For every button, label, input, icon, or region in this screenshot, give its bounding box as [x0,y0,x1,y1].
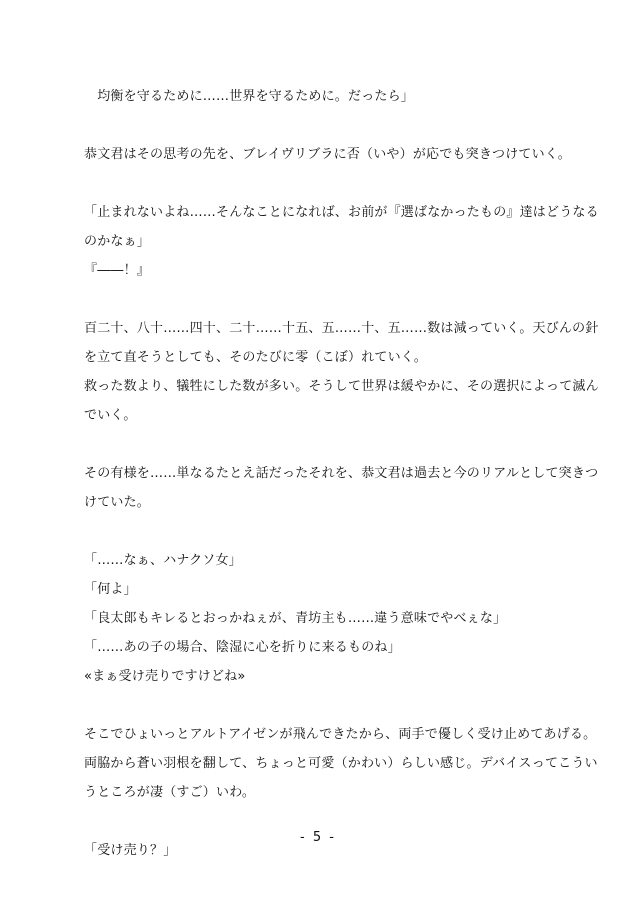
text-line: を立て直そうとしても、そのたびに零（こぼ）れていく。 [84,350,427,365]
paragraph-gap [84,517,564,546]
text-line: «まぁ受け売りですけどね» [84,669,246,684]
paragraph-gap [84,169,564,198]
text-line: 『――！』 [84,263,151,278]
text-line: けていた。 [84,495,151,510]
text-line: 均衡を守るために……世界を守るために。だったら」 [84,89,415,104]
paragraph [84,140,571,169]
text-line: 両脇から蒼い羽根を翻して、ちょっと可愛（かわい）らしい感じ。デバイスってこうい [84,756,598,771]
text-line: 「……なぁ、ハナクソ女」 [84,553,242,568]
text-line: 恭文君はその思考の先を、ブレイヴリブラに否（いや）が応でも突きつけていく。 [84,147,571,162]
paragraph [84,82,564,111]
text-line: そこでひょいっとアルトアイゼンが飛んできたから、両手で優しく受け止めてあげる。 [84,727,597,742]
paragraph-gap [84,111,564,140]
text-line: 救った数より、犠牲にした数が多い。そうして世界は緩やかに、その選択によって滅ん [84,379,599,394]
text-line: 「良太郎もキレるとおっかねぇが、青坊主も……違う意味でやべぇな」 [84,611,507,626]
text-line: その有様を……単なるたとえ話だったそれを、恭文君は過去と今のリアルとして突きつ [84,466,599,481]
paragraph [84,198,599,285]
paragraph-gap [84,430,564,459]
paragraph [84,459,599,517]
text-line: 「……あの子の場合、陰湿に心を折りに来るものね」 [84,640,401,655]
paragraph [84,546,564,691]
text-line: 「受け売り？」 [84,843,177,858]
text-line: うところが凄（すご）いわ。 [84,785,256,800]
text-line: 「止まれないよね……そんなことになれば、お前が『選ばなかったもの』達はどうなる [84,205,599,220]
text-line: 「何よ」 [84,582,137,597]
paragraph [84,720,598,807]
paragraph [84,314,599,430]
text-line: 百二十、八十……四十、二十……十五、五……十、五……数は減っていく。天びんの針 [84,321,599,336]
paragraph-gap [84,691,564,720]
body-text [84,82,599,865]
text-line: でいく。 [84,408,137,423]
text-line: のかなぁ」 [84,234,151,249]
paragraph-gap [84,285,564,314]
page-number: - 5 - [300,830,336,845]
